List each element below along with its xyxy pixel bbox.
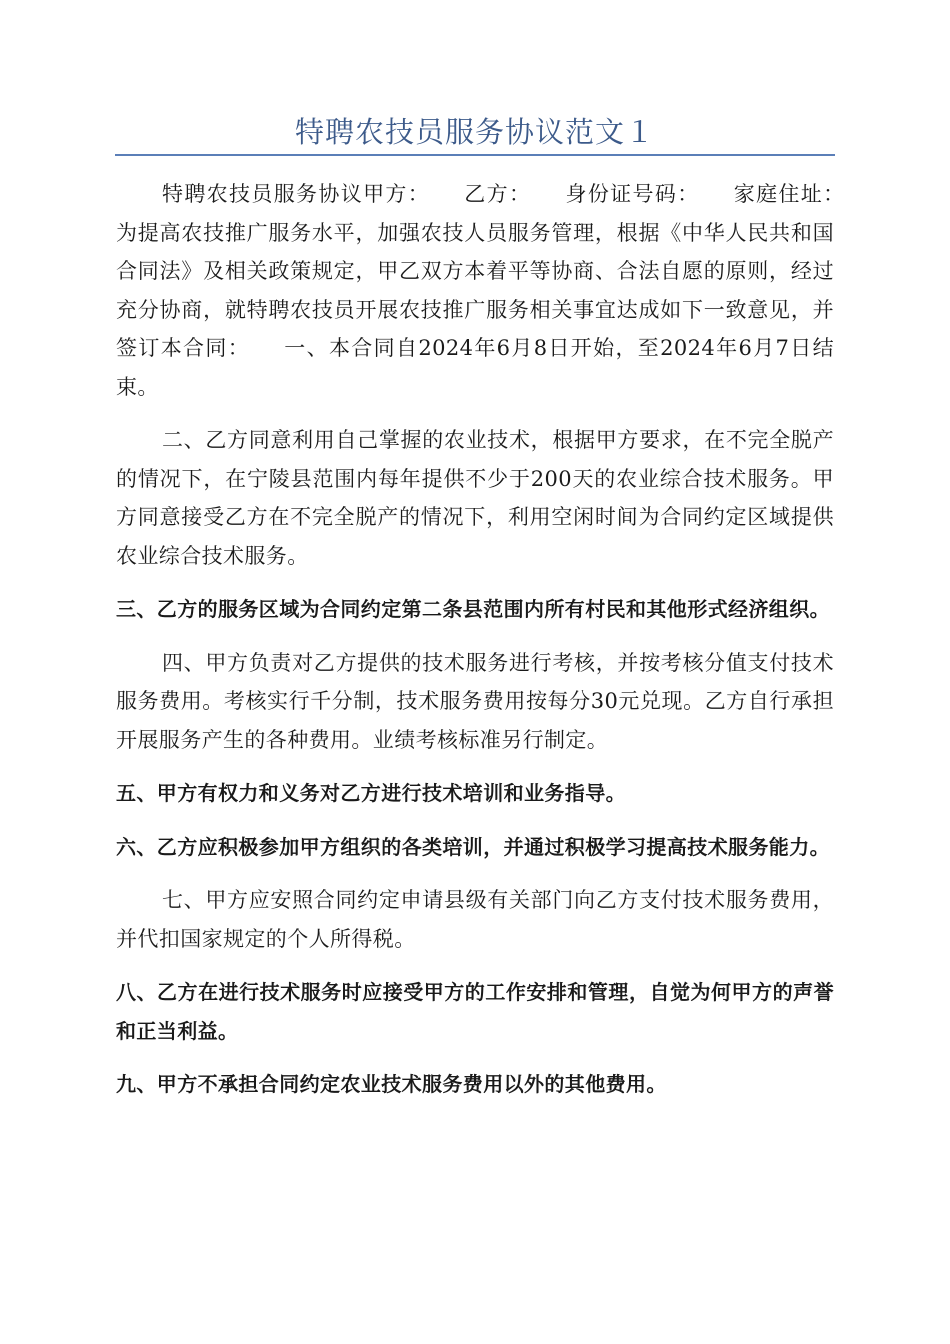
paragraph-preamble: 特聘农技员服务协议甲方： 乙方： 身份证号码： 家庭住址： 为提高农技推广服务水平，加强农技人员服务管理，根据《中华人民共和国合同法》及相关政策规定，甲乙双方本着平等协商、合法自愿的原则，经过充分协商，就特聘农技员开展农技推广服务相关事宜达成如下一致意见，并签订本合同： 一、本合同自2024年6月8日开始，至2024年6月7日结束。 [116, 182, 877, 399]
document-title: 特聘农技员服务协议范文１ [294, 115, 655, 149]
document-body [116, 175, 877, 1104]
paragraph-clause-3: 三、乙方的服务区域为合同约定第二条县范围内所有村民和其他形式经济组织。 [116, 597, 830, 621]
title-underline [115, 154, 835, 156]
paragraph-clause-8: 八、乙方在进行技术服务时应接受甲方的工作安排和管理，自觉为何甲方的声誉和正当利益。 [116, 980, 834, 1043]
paragraph-clause-4: 四、甲方负责对乙方提供的技术服务进行考核，并按考核分值支付技术服务费用。考核实行千分制，技术服务费用按每分30元兑现。乙方自行承担开展服务产生的各种费用。业绩考核标准另行制定。 [116, 650, 834, 752]
paragraph-clause-6: 六、乙方应积极参加甲方组织的各类培训，并通过积极学习提高技术服务能力。 [116, 834, 830, 859]
paragraph-clause-5: 五、甲方有权力和义务对乙方进行技术培训和业务指导。 [116, 781, 626, 805]
paragraph-clause-7: 七、甲方应安照合同约定申请县级有关部门向乙方支付技术服务费用，并代扣国家规定的个人所得税。 [116, 888, 834, 951]
paragraph-clause-2: 二、乙方同意利用自己掌握的农业技术，根据甲方要求，在不完全脱产的情况下，在宁陵县范围内每年提供不少于200天的农业综合技术服务。甲方同意接受乙方在不完全脱产的情况下，利用空闲时间为合同约定区域提供农业综合技术服务。 [116, 428, 834, 568]
paragraph-clause-9: 九、甲方不承担合同约定农业技术服务费用以外的其他费用。 [116, 1072, 667, 1096]
